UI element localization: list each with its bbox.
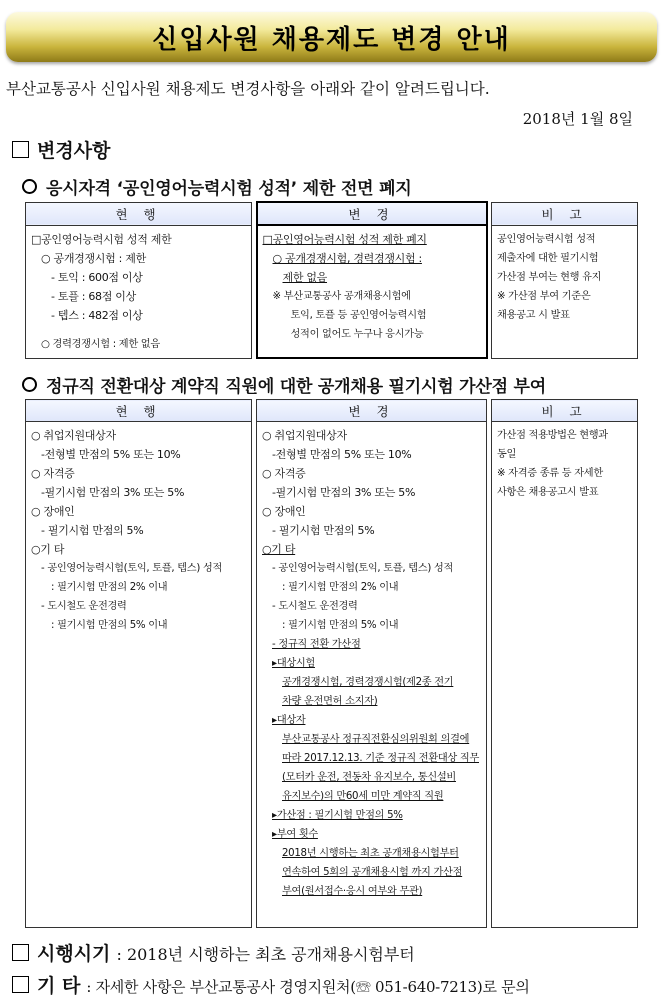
text-line: - 텝스 : 482점 이상 xyxy=(51,308,143,322)
notice-date: 2018년 1월 8일 xyxy=(522,110,633,128)
circle-bullet-icon xyxy=(22,377,37,392)
text-line: 동일 xyxy=(497,449,517,460)
text-line: 공인영어능력시험 성적 xyxy=(497,233,596,245)
text-line: 연속하여 5회의 공개채용시험 까지 가산점 xyxy=(282,867,463,878)
header-note: 비 고 xyxy=(492,202,638,225)
text-line: 부산교통공사 정규직전환심의위원회 의결에 xyxy=(282,734,470,745)
text-line: -필기시험 만점의 3% 또는 5% xyxy=(272,486,416,499)
text-line: - 공인영어능력시험(토익, 토플, 텝스) 성적 xyxy=(272,563,454,574)
text-line: ○기 타 xyxy=(31,543,65,556)
text-line: 유지보수)의 만60세 미만 계약직 직원 xyxy=(282,791,444,802)
text-line: - 필기시험 만점의 5% xyxy=(272,524,375,537)
text-line: : 필기시험 만점의 5% 이내 xyxy=(282,620,399,631)
text-line: ▸대상자 xyxy=(272,715,306,726)
page-title: 신입사원 채용제도 변경 안내 xyxy=(152,24,511,55)
header-current: 현 행 xyxy=(26,202,252,225)
text-line: ※ 부산교통공사 공개채용시험에 xyxy=(272,291,411,302)
checkbox-square-icon xyxy=(12,141,29,158)
text-line: - 정규직 전환 가산점 xyxy=(272,639,361,650)
text-line: 사항은 채용공고시 발표 xyxy=(497,487,599,498)
text-line: 부여(원서접수·응시 여부와 무관) xyxy=(282,886,423,897)
subsection-1-label: 응시자격 ‘공인영어능력시험 성적’ 제한 전면 폐지 xyxy=(46,179,412,199)
text-line: 제출자에 대한 필기시험 xyxy=(497,252,599,264)
text-line: 가산점 부여는 현행 유지 xyxy=(497,271,602,283)
circle-bullet-icon xyxy=(22,179,37,194)
section-changes xyxy=(12,136,110,163)
text-line: : 필기시험 만점의 2% 이내 xyxy=(51,582,168,593)
text-line: ○ 공개경쟁시험 : 제한 xyxy=(41,251,146,265)
table1-changed-cell xyxy=(257,225,487,358)
text-line: ※ 자격증 종류 등 자세한 xyxy=(497,468,603,479)
etc-row xyxy=(12,971,530,998)
table2-current-cell xyxy=(26,422,252,928)
text-line: - 토익 : 600점 이상 xyxy=(51,270,143,284)
text-line: - 필기시험 만점의 5% xyxy=(41,524,144,537)
text-line: -필기시험 만점의 3% 또는 5% xyxy=(41,486,185,499)
text-line: 채용공고 시 발표 xyxy=(497,309,570,321)
table1-note-cell xyxy=(492,225,638,358)
header-current: 현 행 xyxy=(26,400,252,422)
text-line: ○ 장애인 xyxy=(31,505,75,518)
text-line: -전형별 만점의 5% 또는 10% xyxy=(272,448,412,461)
text-line: 토익, 토플 등 공인영어능력시험 xyxy=(290,310,427,321)
text-line: 따라 2017.12.13. 기준 정규직 전환대상 직무 xyxy=(282,753,479,764)
checkbox-square-icon xyxy=(12,944,29,961)
text-line: ○ 장애인 xyxy=(262,505,306,518)
text-line: - 토플 : 68점 이상 xyxy=(51,289,136,303)
title-banner xyxy=(6,12,657,62)
text-line: : 필기시험 만점의 2% 이내 xyxy=(282,582,399,593)
schedule-text: : 2018년 시행하는 최초 공개채용시험부터 xyxy=(116,945,415,964)
intro-text: 부산교통공사 신입사원 채용제도 변경사항을 아래와 같이 알려드립니다. xyxy=(6,80,490,98)
schedule-label: 시행시기 xyxy=(37,943,111,965)
text-line: ○ 취업지원대상자 xyxy=(31,429,116,442)
etc-label: 기 타 xyxy=(37,975,81,997)
text-line: ○ 공개경쟁시험, 경력경쟁시험 : xyxy=(272,252,422,265)
text-line: - 도시철도 운전경력 xyxy=(41,601,127,612)
text-line: ○ 취업지원대상자 xyxy=(262,429,347,442)
text-line: ○ 자격증 xyxy=(262,467,306,480)
table1-current-cell xyxy=(26,225,252,358)
header-changed: 변 경 xyxy=(257,202,487,225)
text-line: ▸부여 횟수 xyxy=(272,829,318,840)
schedule-row xyxy=(12,939,415,966)
table-bonus-points xyxy=(25,399,638,928)
section-changes-label: 변경사항 xyxy=(37,140,111,162)
text-line: - 공인영어능력시험(토익, 토플, 텝스) 성적 xyxy=(41,563,223,574)
text-line: 차량 운전면허 소지자) xyxy=(282,696,378,707)
text-line: -전형별 만점의 5% 또는 10% xyxy=(41,448,181,461)
header-changed: 변 경 xyxy=(257,400,487,422)
subsection-english-requirement xyxy=(22,174,412,199)
text-line: ※ 가산점 부여 기준은 xyxy=(497,290,591,302)
subsection-2-label: 정규직 전환대상 계약직 직원에 대한 공개채용 필기시험 가산점 부여 xyxy=(46,377,546,397)
text-line: - 도시철도 운전경력 xyxy=(272,601,358,612)
text-line: : 필기시험 만점의 5% 이내 xyxy=(51,620,168,631)
text-line: 가산점 적용방법은 현행과 xyxy=(497,430,608,441)
table2-note-cell xyxy=(492,422,638,928)
text-line: ○ 경력경쟁시험 : 제한 없음 xyxy=(41,338,160,350)
table-english-requirement xyxy=(25,201,638,359)
text-line: 성적이 없어도 누구나 응시가능 xyxy=(290,329,424,340)
table2-changed-cell xyxy=(257,422,487,928)
text-line: 2018년 시행하는 최초 공개채용시험부터 xyxy=(282,848,459,859)
text-line: 제한 없음 xyxy=(282,271,328,284)
text-line: ▸가산점 : 필기시험 만점의 5% xyxy=(272,810,403,821)
text-line: □공인영어능력시험 성적 제한 xyxy=(31,232,172,246)
text-line: 공개경쟁시험, 경력경쟁시험(제2종 전기 xyxy=(282,677,454,688)
etc-text: : 자세한 사항은 부산교통공사 경영지원처(☏ 051-640-7213)로 문의 xyxy=(86,978,530,996)
text-line: □공인영어능력시험 성적 제한 폐지 xyxy=(262,233,427,246)
text-line: ○ 자격증 xyxy=(31,467,75,480)
checkbox-square-icon xyxy=(12,976,29,993)
text-line: (모터카 운전, 전동차 유지보수, 통신설비 xyxy=(282,772,456,783)
header-note: 비 고 xyxy=(492,400,638,422)
subsection-bonus-points xyxy=(22,372,546,397)
text-line: ▸대상시험 xyxy=(272,658,315,669)
text-line: ○기 타 xyxy=(262,543,296,556)
